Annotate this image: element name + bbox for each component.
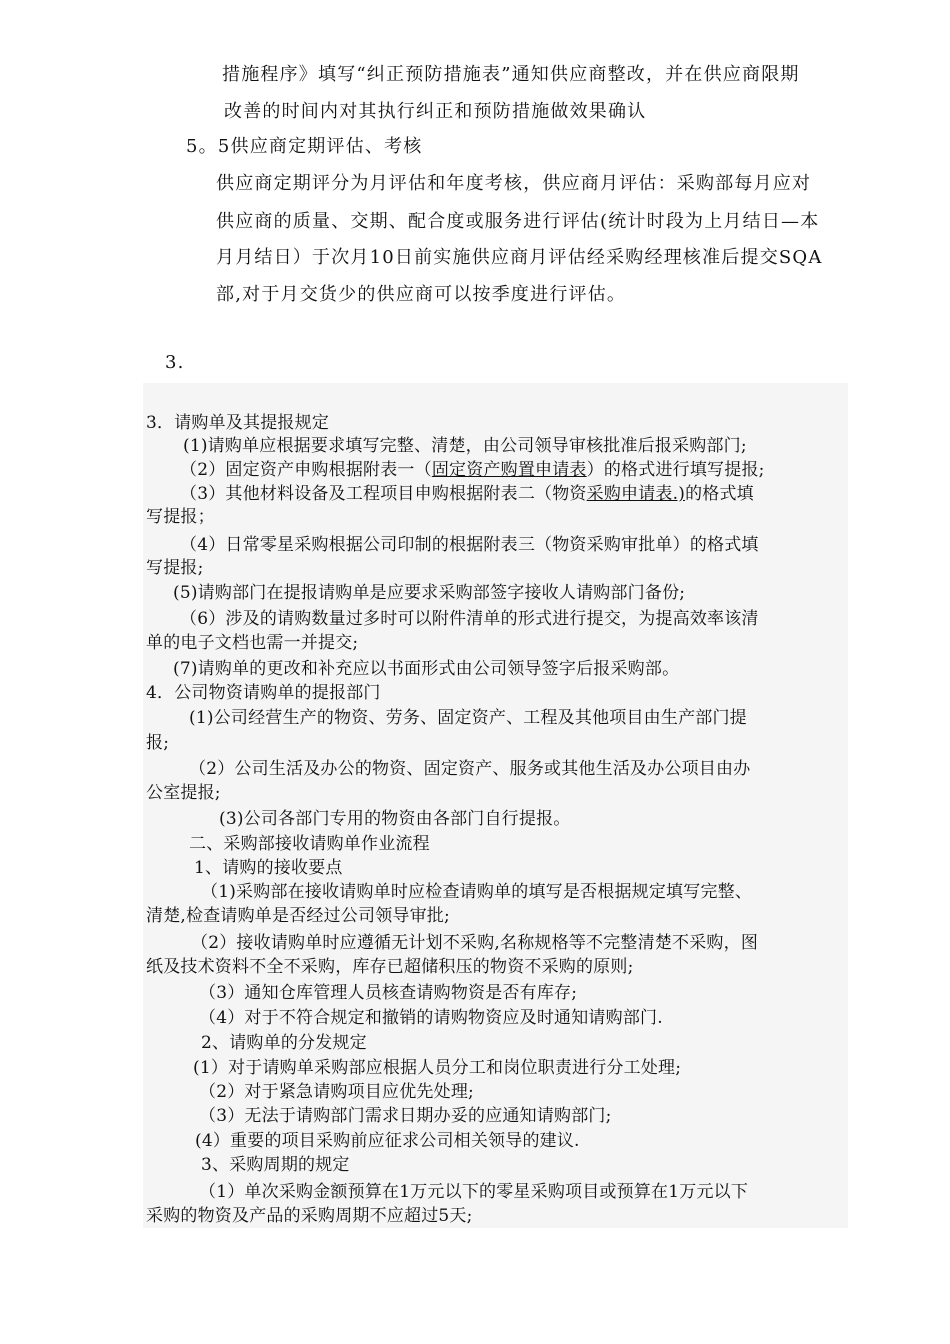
subsection-title: 3、采购周期的规定 [201, 1155, 350, 1175]
list-item: （6）涉及的请购数量过多时可以附件清单的形式进行提交，为提高效率该清 [180, 609, 759, 629]
subsection-title: 2、请购单的分发规定 [201, 1033, 367, 1053]
list-item: （3）无法于请购部门需求日期办妥的应通知请购部门; [199, 1106, 612, 1126]
list-item-continuation: 写提报； [146, 507, 215, 527]
list-item: （3）通知仓库管理人员核查请购物资是否有库存; [199, 983, 578, 1003]
section-title: 4．公司物资请购单的提报部门 [146, 683, 381, 703]
section-heading: 5。5供应商定期评估、考核 [186, 136, 423, 157]
list-item-continuation: 纸及技术资料不全不采购，库存已超储积压的物资不采购的原则; [146, 957, 634, 977]
list-item-continuation: 清楚,检查请购单是否经过公司领导审批; [146, 906, 450, 926]
form-name-link: 采购申请表.) [586, 484, 686, 504]
text-line: 月月结日）于次月10日前实施供应商月评估经采购经理核准后提交SQA [216, 247, 823, 268]
list-item: (7)请购单的更改和补充应以书面形式由公司领导签字后报采购部。 [173, 659, 680, 679]
form-name-link: 固定资产购置申请表 [431, 460, 587, 480]
list-item: （1)采购部在接收请购单时应检查请购单的填写是否根据规定填写完整、 [201, 882, 753, 902]
list-item-continuation: 单的电子文档也需一并提交; [146, 633, 359, 653]
text-line: 措施程序》填写“纠正预防措施表”通知供应商整改，并在供应商限期 [222, 64, 800, 85]
section-title: 3．请购单及其提报规定 [146, 413, 330, 433]
list-item: (1）对于请购单采购部应根据人员分工和岗位职责进行分工处理; [193, 1058, 682, 1078]
text-line: 部,对于月交货少的供应商可以按季度进行评估。 [216, 284, 627, 305]
text-line: 改善的时间内对其执行纠正和预防措施做效果确认 [224, 101, 647, 122]
text-line: 供应商的质量、交期、配合度或服务进行评估(统计时段为上月结日—本 [216, 211, 820, 232]
list-item: （2）公司生活及办公的物资、固定资产、服务或其他生活及办公项目由办 [189, 759, 751, 779]
list-item: （4）对于不符合规定和撤销的请购物资应及时通知请购部门. [199, 1008, 663, 1028]
list-item-continuation: 报; [146, 733, 170, 753]
list-marker: 3. [165, 352, 185, 373]
list-item: (1)公司经营生产的物资、劳务、固定资产、工程及其他项目由生产部门提 [189, 708, 747, 728]
list-item-continuation: 写提报; [146, 558, 204, 578]
section-title: 二、采购部接收请购单作业流程 [189, 834, 430, 854]
list-item: （2）固定资产申购根据附表一（固定资产购置申请表）的格式进行填写提报; [180, 460, 765, 480]
list-item: （4）日常零星采购根据公司印制的根据附表三（物资采购审批单）的格式填 [180, 535, 759, 555]
list-item: （2）接收请购单时应遵循无计划不采购,名称规格等不完整清楚不采购，图 [191, 933, 759, 953]
list-item: (5)请购部门在提报请购单是应要求采购部签字接收人请购部门备份; [173, 583, 686, 603]
subsection-title: 1、请购的接收要点 [194, 858, 343, 878]
list-item: (4）重要的项目采购前应征求公司相关领导的建议. [195, 1131, 580, 1151]
list-item-continuation: 采购的物资及产品的采购周期不应超过5天; [146, 1206, 473, 1226]
list-item: (3)公司各部门专用的物资由各部门自行提报。 [219, 809, 571, 829]
list-item: (1)请购单应根据要求填写完整、清楚，由公司领导审核批准后报采购部门; [183, 436, 747, 456]
list-item: （3）其他材料设备及工程项目申购根据附表二（物资采购申请表.)的格式填 [180, 484, 754, 504]
list-item: （2）对于紧急请购项目应优先处理; [199, 1082, 474, 1102]
list-item-continuation: 公室提报; [146, 783, 221, 803]
list-item: （1）单次采购金额预算在1万元以下的零星采购项目或预算在1万元以下 [199, 1182, 749, 1202]
shaded-content-panel [143, 383, 848, 1228]
text-line: 供应商定期评分为月评估和年度考核，供应商月评估：采购部每月应对 [216, 173, 812, 194]
